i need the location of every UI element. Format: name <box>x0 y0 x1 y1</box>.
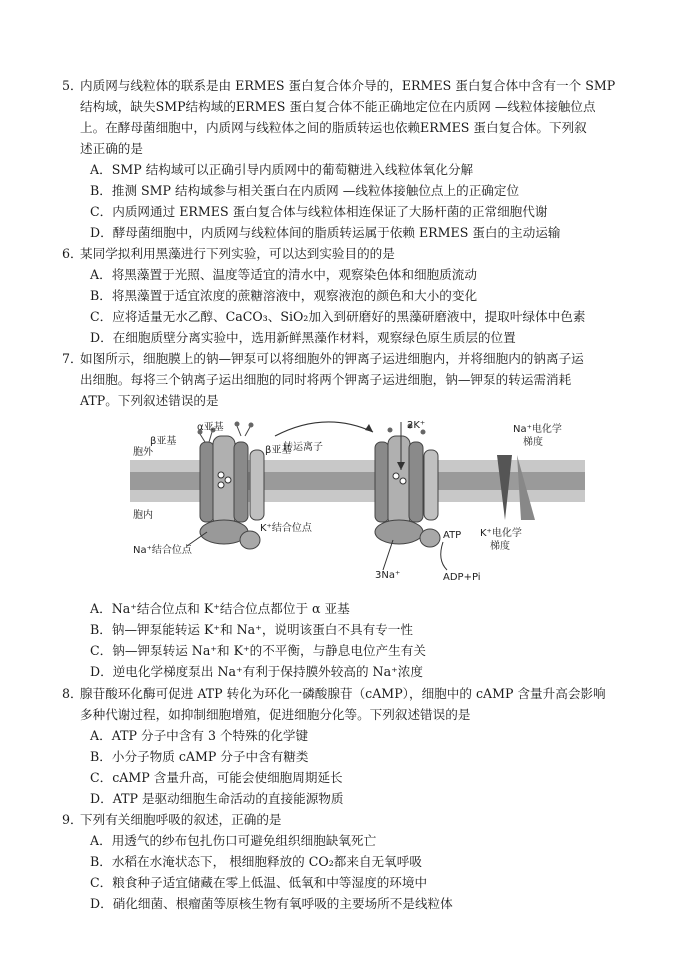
atp-label: ATP <box>443 530 462 541</box>
na-gradient-label-2: 梯度 <box>523 437 543 448</box>
question-7-option-b: B．钠—钾泵能转运 K⁺和 Na⁺，说明该蛋白不具有专一性 <box>90 622 413 637</box>
adp-pi-label: ADP+Pi <box>443 572 481 583</box>
question-8-line-1: 8．腺苷酸环化酶可促进 ATP 转化为环化一磷酸腺苷（cAMP），细胞中的 cAMP 含量升高会影响 <box>62 686 606 701</box>
question-5-line-2: 结构域，缺失SMP结构域的ERMES 蛋白复合体不能正确地定位在内质网 —线粒体接触位点 <box>80 99 596 114</box>
na-gradient-label-1: Na⁺电化学 <box>513 424 562 435</box>
question-5-option-b: B．推测 SMP 结构域参与相关蛋白在内质网 —线粒体接触位点上的正确定位 <box>90 183 520 198</box>
question-6-line-1: 6．某同学拟利用黑藻进行下列实验，可以达到实验目的的是 <box>62 246 395 261</box>
question-9-option-d: D．硝化细菌、根瘤菌等原核生物有氧呼吸的主要场所不是线粒体 <box>90 896 453 911</box>
question-7-option-d: D．逆电化学梯度泵出 Na⁺有利于保持膜外较高的 Na⁺浓度 <box>90 664 423 679</box>
question-5-option-d: D．酵母菌细胞中，内质网与线粒体间的脂质转运属于依赖 ERMES 蛋白的主动运输 <box>90 225 561 240</box>
k-gradient-label-2: 梯度 <box>490 541 510 552</box>
question-6-option-d: D．在细胞质壁分离实验中，选用新鲜黑藻作材料，观察绿色原生质层的位置 <box>90 330 516 345</box>
question-8-option-b: B．小分子物质 cAMP 分子中含有糖类 <box>90 749 309 764</box>
question-5-option-a: A．SMP 结构域可以正确引导内质网中的葡萄糖进入线粒体氧化分解 <box>90 162 474 177</box>
sodium-potassium-pump-diagram <box>125 410 590 585</box>
left-pump <box>198 422 265 550</box>
question-5-option-c: C．内质网通过 ERMES 蛋白复合体与线粒体相连保证了大肠杆菌的正常细胞代谢 <box>90 204 548 219</box>
membrane-core <box>130 472 585 490</box>
alpha-subunit-label: α亚基 <box>197 422 224 433</box>
question-9-option-a: A．用透气的纱布包扎伤口可避免组织细胞缺氧死亡 <box>90 833 377 848</box>
question-8-option-c: C．cAMP 含量升高，可能会使细胞周期延长 <box>90 770 343 785</box>
outside-label: 胞外 <box>133 447 153 458</box>
k-gradient-label-1: K⁺电化学 <box>480 528 522 539</box>
question-7-line-2: 出细胞。每将三个钠离子运出细胞的同时将两个钾离子运进细胞，钠—钾泵的转运需消耗 <box>80 372 572 387</box>
question-9-option-b: B．水稻在水淹状态下， 根细胞释放的 CO₂都来自无氧呼吸 <box>90 854 422 869</box>
transport-ion-label: 转运离子 <box>283 442 323 453</box>
k-binding-site-label: K⁺结合位点 <box>260 523 312 534</box>
beta-subunit-right-label: β亚基 <box>265 445 292 456</box>
three-na-label: 3Na⁺ <box>375 570 401 581</box>
question-7-line-3: ATP。下列叙述错误的是 <box>80 393 219 408</box>
na-flow-arrow <box>383 540 393 570</box>
atp-arrow <box>441 542 447 570</box>
question-8-option-d: D．ATP 是驱动细胞生命活动的直接能源物质 <box>90 791 344 806</box>
question-6-option-c: C．应将适量无水乙醇、CaCO₃、SiO₂加入到研磨好的黑藻研磨液中，提取叶绿体中色素 <box>90 309 586 324</box>
question-6-option-a: A．将黑藻置于光照、温度等适宜的清水中，观察染色体和细胞质流动 <box>90 267 477 282</box>
question-9-line-1: 9．下列有关细胞呼吸的叙述，正确的是 <box>62 812 282 827</box>
right-pump <box>375 424 440 548</box>
question-6-option-b: B．将黑藻置于适宜浓度的蔗糖溶液中，观察液泡的颜色和大小的变化 <box>90 288 478 303</box>
question-7-option-a: A．Na⁺结合位点和 K⁺结合位点都位于 α 亚基 <box>90 601 350 616</box>
question-9-option-c: C．粮食种子适宜储藏在零上低温、低氧和中等湿度的环境中 <box>90 875 428 890</box>
transport-arrow <box>275 422 373 436</box>
question-5-line-1: 5．内质网与线粒体的联系是由 ERMES 蛋白复合体介导的，ERMES 蛋白复合体中含有一个 SMP <box>62 78 616 93</box>
inside-label: 胞内 <box>133 510 153 521</box>
beta-subunit-left-label: β亚基 <box>150 436 177 447</box>
question-8-line-2: 多种代谢过程，如抑制细胞增殖，促进细胞分化等。下列叙述错误的是 <box>80 707 471 722</box>
question-7-option-c: C．钠—钾泵转运 Na⁺和 K⁺的不平衡，与静息电位产生有关 <box>90 643 426 658</box>
na-binding-site-label: Na⁺结合位点 <box>133 545 192 556</box>
question-7-line-1: 7．如图所示，细胞膜上的钠—钾泵可以将细胞外的钾离子运进细胞内，并将细胞内的钠离子运 <box>62 351 584 366</box>
question-5-line-4: 述正确的是 <box>80 141 143 156</box>
question-8-option-a: A．ATP 分子中含有 3 个特殊的化学键 <box>90 728 309 743</box>
question-5-line-3: 上。在酵母菌细胞中，内质网与线粒体之间的脂质转运也依赖ERMES 蛋白复合体。下列叙 <box>80 120 587 135</box>
two-k-label: 2K⁺ <box>407 420 426 431</box>
